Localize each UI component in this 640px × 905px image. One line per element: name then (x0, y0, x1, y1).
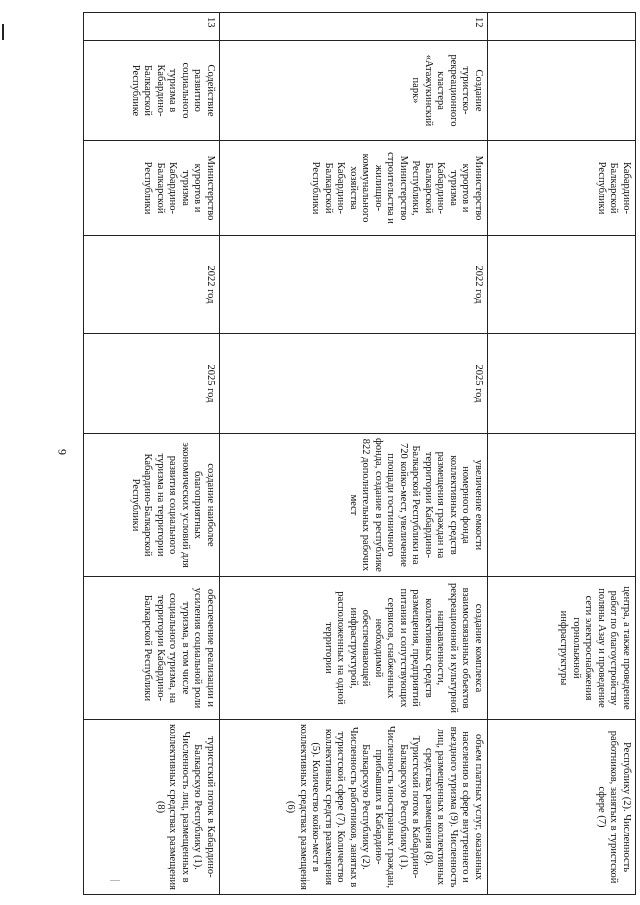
end-year-cell: 2025 год (84, 334, 220, 434)
start-year-cell: 2022 год (220, 236, 488, 334)
expected-result-cell (488, 434, 636, 577)
end-year-cell (488, 334, 636, 434)
row-number: 13 (84, 13, 220, 41)
measures-table (83, 12, 636, 895)
executor-cell: Кабардино-Балкарской Республики (488, 141, 636, 236)
table-row (220, 13, 488, 895)
row-number (488, 13, 636, 41)
page-edge-mark (2, 24, 4, 40)
indicators-cell: туристский поток в Кабардино-Балкарскую Республику (1). Численность лиц, размещенных в коллективных средствах размещения (8) (84, 720, 220, 895)
executor-cell: Министерство курортов и туризма Кабардино-Балкарской Республики, Министерство строительства и жилищно-коммунального хозяйства Кабардино-Балкарской Республики (220, 141, 488, 236)
measure-name (488, 41, 636, 141)
table-row (488, 13, 636, 895)
table-row (84, 13, 220, 895)
rotated-table-container (84, 12, 636, 894)
indicators-cell: Республику (2). Численность работников, занятых в туристской сфере (7) (488, 720, 636, 895)
activities-cell: обеспечение реализации и усиления социальной роли туризма, в том числе социального туризма, на территории Кабардино-Балкарской Республики (84, 577, 220, 720)
measure-name: Создание туристско-рекреационного кластера «Атажукинский парк» (220, 41, 488, 141)
executor-cell: Министерство курортов и туризма Кабардино-Балкарской Республики (84, 141, 220, 236)
row-number: 12 (220, 13, 488, 41)
expected-result-cell: увеличение емкости номерного фонда коллективных средств размещения граждан на территории Кабардино-Балкарской Республики на 720 койко-мест, увеличение площади гостиничного фонда, создание в республике 822 дополнительных рабочих мест (220, 434, 488, 577)
page-number: 9 (55, 449, 70, 455)
start-year-cell (488, 236, 636, 334)
expected-result-cell: создание наиболее благоприятных экономических условий для развития социального туризма на территории Кабардино-Балкарской Республики (84, 434, 220, 577)
indicators-cell: объем платных услуг, оказанных населению в сфере внутреннего и въездного туризма (9). Численность лиц, размещенных в коллективных средствах размещения (8). Туристский поток в Кабардино-Балкарскую Республику (1). Численность иностранных граждан, прибывших в Кабардино-Балкарскую Республику (2). Численность работников, занятых в туристской сфере (7). Количество коллективных средств размещения (5). Количество койко-мест в коллективных средствах размещения (6) (220, 720, 488, 895)
measure-name: Содействие развитию социального туризма в Кабардино-Балкарской Республике (84, 41, 220, 141)
start-year-cell: 2022 год (84, 236, 220, 334)
end-year-cell: 2025 год (220, 334, 488, 434)
activities-cell: создание комплекса взаимосвязанных объектов рекреационной и культурной направленности, коллективных средств размещения, предприятий питания и сопутствующих сервисов, снабженных необходимой обеспечивающей инфраструктурой, расположенных на одной территории (220, 577, 488, 720)
activities-cell: центра, а также проведение работ по благоустройству поляны Азау и проведение сети электроснабжения горнолыжной инфраструктуры (488, 577, 636, 720)
